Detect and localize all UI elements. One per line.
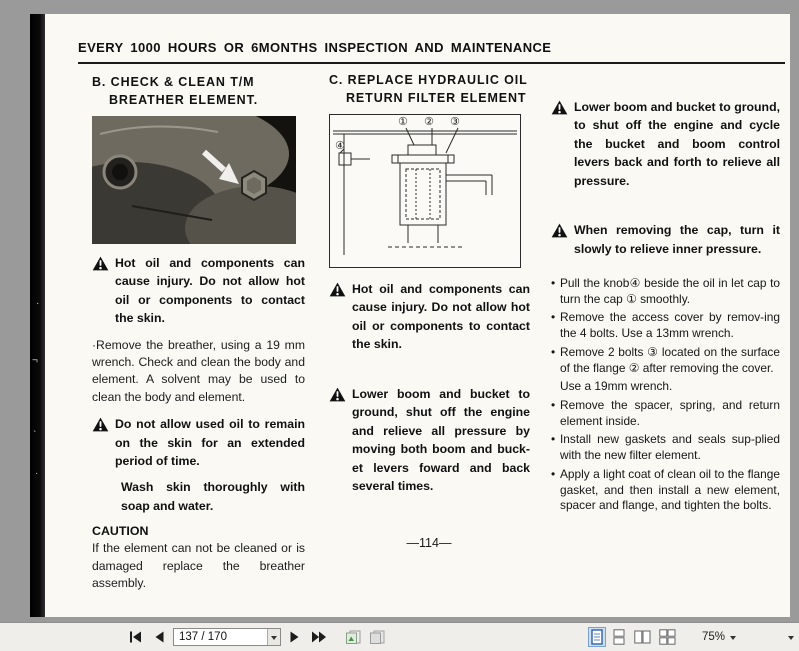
warning-text: Hot oil and components can cause injury. Do not allow hot oil or components to contact the skin. xyxy=(352,282,530,352)
continuous-facing-layout-icon xyxy=(659,629,676,645)
bullet-marker: • xyxy=(551,397,556,412)
next-page-button[interactable] xyxy=(286,629,303,645)
list-item xyxy=(551,276,780,307)
page-title: EVERY 1000 HOURS OR 6MONTHS INSPECTION AND MAINTENANCE xyxy=(78,40,552,55)
scan-mark: · xyxy=(36,298,40,309)
bullet-marker xyxy=(551,379,560,395)
warning-icon xyxy=(551,98,569,190)
bullet-marker: • xyxy=(551,310,556,325)
first-page-button[interactable] xyxy=(126,629,146,645)
section-c xyxy=(329,72,530,504)
list-item xyxy=(551,467,780,514)
page-navigation xyxy=(126,628,329,646)
filter-diagram-drawing xyxy=(330,115,520,267)
continuous-layout-button[interactable] xyxy=(610,627,628,647)
document-page xyxy=(30,14,790,617)
list-item xyxy=(551,432,780,463)
view-history-group xyxy=(345,630,386,645)
section-b-title-line1: B. CHECK & CLEAN T/M xyxy=(92,75,255,89)
next-view-icon[interactable] xyxy=(369,630,386,645)
list-item-text: Remove the spacer, spring, and return element inside. xyxy=(560,397,780,428)
warning-note xyxy=(329,280,530,354)
filter-diagram xyxy=(329,114,521,268)
list-item xyxy=(551,345,780,376)
warning-icon xyxy=(92,254,110,328)
warning-note xyxy=(329,385,530,496)
continuous-facing-layout-button[interactable] xyxy=(657,627,678,647)
list-item-text: Use a 19mm wrench. xyxy=(560,379,673,394)
zoom-level: 75% xyxy=(701,631,725,643)
diagram-callout-3: ③ xyxy=(450,116,460,128)
single-page-layout-icon xyxy=(590,629,604,645)
zoom-dropdown-icon[interactable] xyxy=(730,636,736,643)
page-number-input[interactable] xyxy=(174,629,267,645)
warning-text: Do not allow used oil to remain on the skin for an extended period of time. xyxy=(115,417,305,468)
toolbar-overflow-icon[interactable] xyxy=(788,632,794,643)
warning-icon xyxy=(92,415,110,515)
list-item xyxy=(551,398,780,429)
warning-note xyxy=(551,221,780,258)
section-c-title xyxy=(329,72,530,107)
caution-text: If the element can not be cleaned or is damaged replace the breather assembly. xyxy=(92,541,305,590)
prev-page-icon xyxy=(154,631,165,643)
warning-text: When removing the cap, turn it slowly to relieve inner pressure. xyxy=(574,223,780,256)
section-b-title xyxy=(92,74,305,109)
list-item-text: Pull the knob④ beside the oil in let cap to turn the cap ① smoothly. xyxy=(560,276,780,306)
last-page-button[interactable] xyxy=(308,629,329,645)
warning-note xyxy=(92,415,305,515)
page-number: —114— xyxy=(406,536,452,550)
previous-view-icon[interactable] xyxy=(345,630,362,645)
body-paragraph: ·Remove the breather, using a 19 mm wrench. Check and clean the body and element. A solvent may be used to clean the body and element. xyxy=(92,337,305,404)
first-page-icon xyxy=(129,631,143,643)
page-layout-group xyxy=(588,627,678,647)
breather-photo-image xyxy=(92,116,296,244)
warning-note xyxy=(92,254,305,328)
single-page-layout-button[interactable] xyxy=(588,627,606,647)
section-c-title-line1: C. REPLACE HYDRAULIC OIL xyxy=(329,73,528,87)
scan-mark: · xyxy=(35,468,39,479)
bullet-marker: • xyxy=(551,276,556,291)
scan-mark: ` xyxy=(33,430,37,441)
page-number-combobox[interactable] xyxy=(173,628,281,646)
list-item-text: Install new gaskets and seals sup-plied with the new filter element. xyxy=(560,432,780,463)
last-page-icon xyxy=(311,631,326,643)
warning-text: Hot oil and components can cause injury. Do not allow hot oil or components to contact the skin. xyxy=(115,256,305,326)
list-item-text: Remove 2 bolts ③ located on the surface of the flange ② after removing the cover. xyxy=(560,344,780,375)
instruction-list xyxy=(551,276,780,514)
section-b xyxy=(92,74,305,601)
warning-text: Wash skin thoroughly with soap and water. xyxy=(121,480,305,513)
scan-mark: ¬ xyxy=(32,355,38,366)
warning-icon xyxy=(329,280,347,354)
warning-icon xyxy=(329,385,347,496)
page-header xyxy=(78,40,785,64)
binding-edge xyxy=(30,14,45,617)
list-item xyxy=(551,379,780,395)
section-c-title-line2: RETURN FILTER ELEMENT xyxy=(346,90,527,105)
bottom-toolbar xyxy=(0,622,799,651)
warning-note xyxy=(551,98,780,190)
bullet-marker: • xyxy=(551,344,556,359)
diagram-callout-1: ① xyxy=(398,116,408,128)
caution-label: CAUTION xyxy=(92,524,149,539)
zoom-control[interactable] xyxy=(702,631,736,643)
facing-layout-button[interactable] xyxy=(632,627,653,647)
list-item-text: Remove the access cover by remov-ing the 4 bolts. Use a 13mm wrench. xyxy=(560,310,780,341)
continuous-layout-icon xyxy=(612,629,626,645)
bullet-marker: • xyxy=(551,432,556,447)
warning-text: Lower boom and bucket to ground, shut off the engine and relieve all pressure by moving both boom and buck-et levers foward and back several times. xyxy=(352,386,530,493)
breather-photo xyxy=(92,116,296,244)
bullet-marker: • xyxy=(551,466,556,481)
warning-text: Lower boom and bucket to ground, to shut off the engine and cycle the bucket and boom control levers back and forth to relieve all pressure. xyxy=(574,100,780,188)
diagram-callout-4: ④ xyxy=(335,140,345,152)
combo-dropdown-icon[interactable] xyxy=(267,629,280,645)
list-item xyxy=(551,310,780,341)
section-b-title-line2: BREATHER ELEMENT. xyxy=(109,92,259,107)
prev-page-button[interactable] xyxy=(151,629,168,645)
facing-layout-icon xyxy=(634,629,651,645)
list-item-text: Apply a light coat of clean oil to the flange gasket, and then install a new element, spacer and flange, and tighten the bolts. xyxy=(560,466,780,513)
warning-icon xyxy=(551,221,569,258)
diagram-callout-2: ② xyxy=(424,116,434,128)
section-right xyxy=(551,98,780,517)
next-page-icon xyxy=(289,631,300,643)
